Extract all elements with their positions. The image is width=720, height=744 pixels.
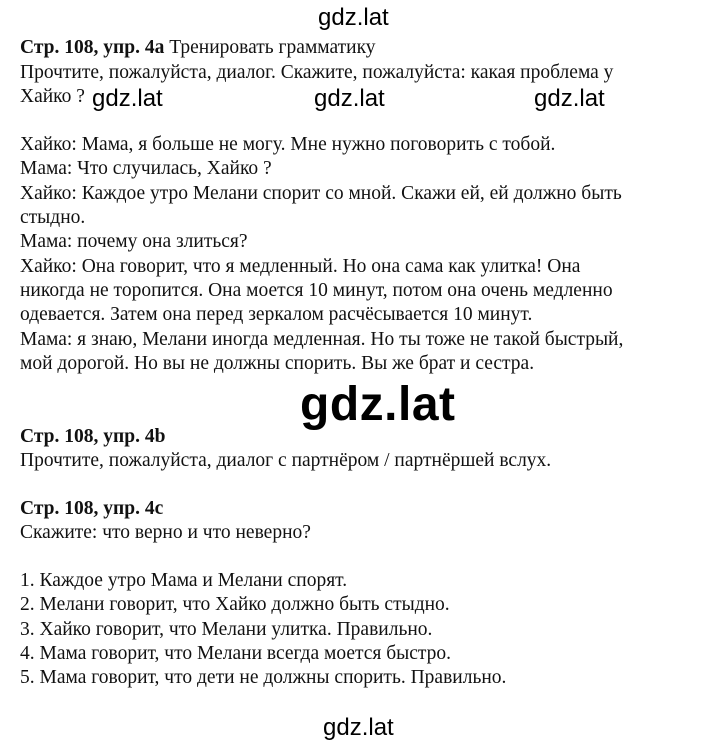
exercise-4c-text: Скажите: что верно и что неверно?	[20, 522, 311, 543]
dialog-line: Хайко: Мама, я больше не могу. Мне нужно поговорить с тобой.	[20, 134, 556, 155]
watermark-bottom: gdz.lat	[323, 714, 394, 741]
dialog-line: Мама: Что случилась, Хайко ?	[20, 158, 272, 179]
dialog-line: стыдно.	[20, 207, 86, 228]
exercise-4a-heading-line	[20, 36, 376, 61]
list-item: 2. Мелани говорит, что Хайко должно быть стыдно.	[20, 594, 450, 615]
watermark-row2: gdz.lat	[314, 85, 385, 112]
exercise-4a-heading-rest: Тренировать грамматику	[164, 37, 376, 58]
dialog-line: Хайко: Каждое утро Мелани спорит со мной. Скажи ей, ей должно быть	[20, 183, 622, 204]
watermark-row3: gdz.lat	[534, 85, 605, 112]
list-item: 3. Хайко говорит, что Мелани улитка. Правильно.	[20, 619, 433, 640]
exercise-4a-task-line2: Хайко ?	[20, 86, 85, 107]
dialog-line: Мама: почему она злиться?	[20, 231, 248, 252]
watermark-row1: gdz.lat	[92, 85, 163, 112]
exercise-4b-heading: Стр. 108, упр. 4b	[20, 426, 166, 447]
list-item: 1. Каждое утро Мама и Мелани спорят.	[20, 570, 348, 591]
dialog-line: Мама: я знаю, Мелани иногда медленная. Но ты тоже не такой быстрый,	[20, 329, 624, 350]
list-item: 4. Мама говорит, что Мелани всегда моется быстро.	[20, 643, 452, 664]
list-item: 5. Мама говорит, что дети не должны спорить. Правильно.	[20, 667, 507, 688]
dialog-line: никогда не торопится. Она моется 10 минут, потом она очень медленно	[20, 280, 613, 301]
exercise-4a-task-line1: Прочтите, пожалуйста, диалог. Скажите, пожалуйста: какая проблема у	[20, 62, 614, 83]
watermark-top: gdz.lat	[318, 4, 389, 31]
watermark-big: gdz.lat	[300, 378, 456, 431]
exercise-4c-heading: Стр. 108, упр. 4c	[20, 498, 164, 519]
exercise-4b-text: Прочтите, пожалуйста, диалог с партнёром / партнёршей вслух.	[20, 450, 552, 471]
exercise-4a-heading: Стр. 108, упр. 4a	[20, 37, 165, 58]
dialog-line: мой дорогой. Но вы не должны спорить. Вы же брат и сестра.	[20, 353, 535, 374]
dialog-line: Хайко: Она говорит, что я медленный. Но она сама как улитка! Она	[20, 256, 581, 277]
dialog-line: одевается. Затем она перед зеркалом расчёсывается 10 минут.	[20, 304, 533, 325]
